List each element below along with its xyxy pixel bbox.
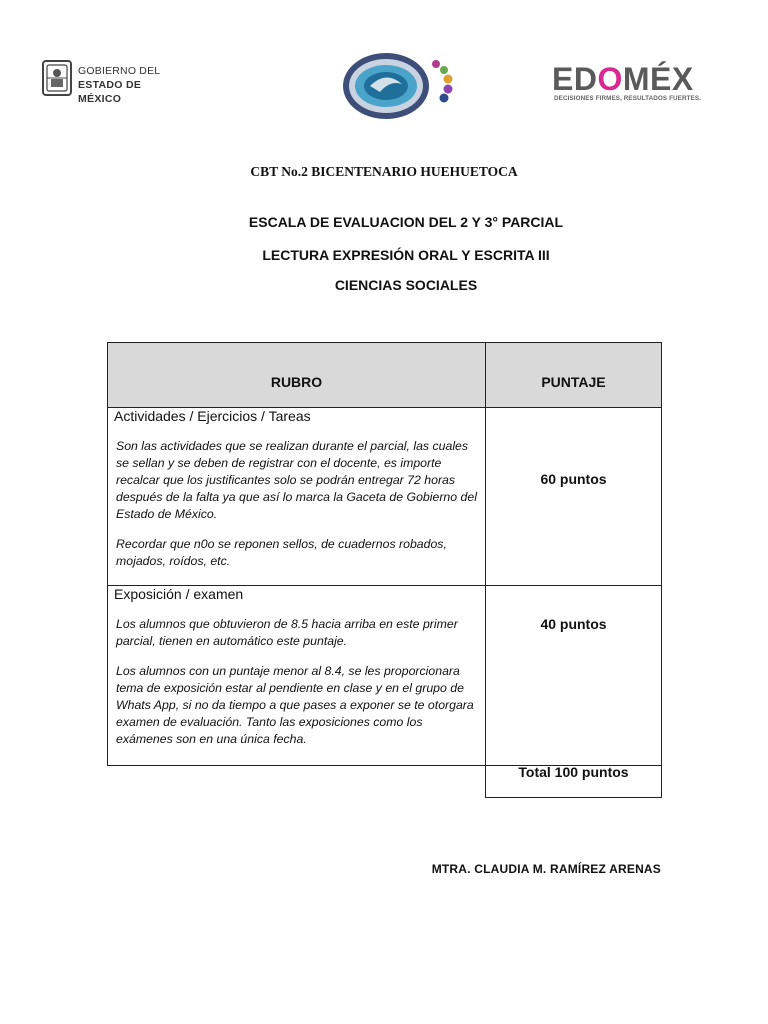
edomex-word-b: O bbox=[597, 61, 623, 97]
school-emblem-icon bbox=[342, 50, 462, 120]
row-2-title: Exposición / examen bbox=[114, 586, 244, 602]
table-header-rubro bbox=[107, 342, 486, 408]
header-rubro-label: RUBRO bbox=[270, 374, 323, 390]
row-2-paragraph-2: Los alumnos con un puntaje menor al 8.4, se les proporcionara tema de exposición estar al pendiente en clase y en el grupo de Whats App, si no da tiempo a que pases a exponer se te otorgara examen de evaluación. Tanto las exposiciones como los exámenes son en una única fecha. bbox=[116, 664, 474, 746]
gobierno-line1: GOBIERNO DEL bbox=[78, 65, 161, 77]
edomex-word-c: MÉX bbox=[622, 61, 694, 97]
row-1-points: 60 puntos bbox=[540, 471, 607, 487]
table-header-puntaje bbox=[485, 342, 662, 408]
row-2-paragraph-1: Los alumnos que obtuvieron de 8.5 hacia arriba en este primer parcial, tienen en automático este puntaje. bbox=[116, 617, 458, 648]
row-1-title: Actividades / Ejercicios / Tareas bbox=[114, 408, 311, 424]
gobierno-estado-mexico-logo bbox=[42, 60, 187, 105]
row-2-points: 40 puntos bbox=[540, 616, 607, 632]
table-total-cell bbox=[485, 765, 662, 798]
document-title: ESCALA DE EVALUACION DEL 2 Y 3° PARCIAL bbox=[248, 214, 564, 230]
table-row-2-puntaje bbox=[485, 585, 662, 766]
row-1-paragraph-1: Son las actividades que se realizan durante el parcial, las cuales se sellan y se deben de registrar con el docente, es importe recalcar que los justificantes solo se podrán entregar 72 horas después de la falta ya que así lo marca la Gaceta de Gobierno del Estado de México. bbox=[116, 439, 477, 521]
school-logo bbox=[342, 50, 462, 120]
total-points: Total 100 puntos bbox=[518, 764, 629, 780]
table-row-1-puntaje bbox=[485, 407, 662, 586]
edomex-word-a: ED bbox=[552, 61, 598, 97]
gobierno-line2: ESTADO DE MÉXICO bbox=[78, 79, 142, 105]
row-1-paragraph-2: Recordar que n0o se reponen sellos, de cuadernos robados, mojados, roídos, etc. bbox=[116, 537, 447, 568]
header-puntaje-label: PUNTAJE bbox=[541, 374, 606, 390]
area-title: CIENCIAS SOCIALES bbox=[334, 277, 478, 293]
teacher-signature-name: MTRA. CLAUDIA M. RAMÍREZ ARENAS bbox=[431, 862, 661, 876]
table-row-2-rubro bbox=[107, 585, 486, 766]
state-seal-icon bbox=[42, 60, 72, 96]
school-name: CBT No.2 BICENTENARIO HUEHUETOCA bbox=[250, 164, 518, 179]
edomex-tagline: DECISIONES FIRMES, RESULTADOS FUERTES. bbox=[554, 95, 702, 102]
edomex-wordmark bbox=[552, 62, 694, 96]
table-row-1-rubro bbox=[107, 407, 486, 586]
subject-title: LECTURA EXPRESIÓN ORAL Y ESCRITA III bbox=[262, 247, 550, 263]
edomex-logo bbox=[552, 62, 717, 107]
